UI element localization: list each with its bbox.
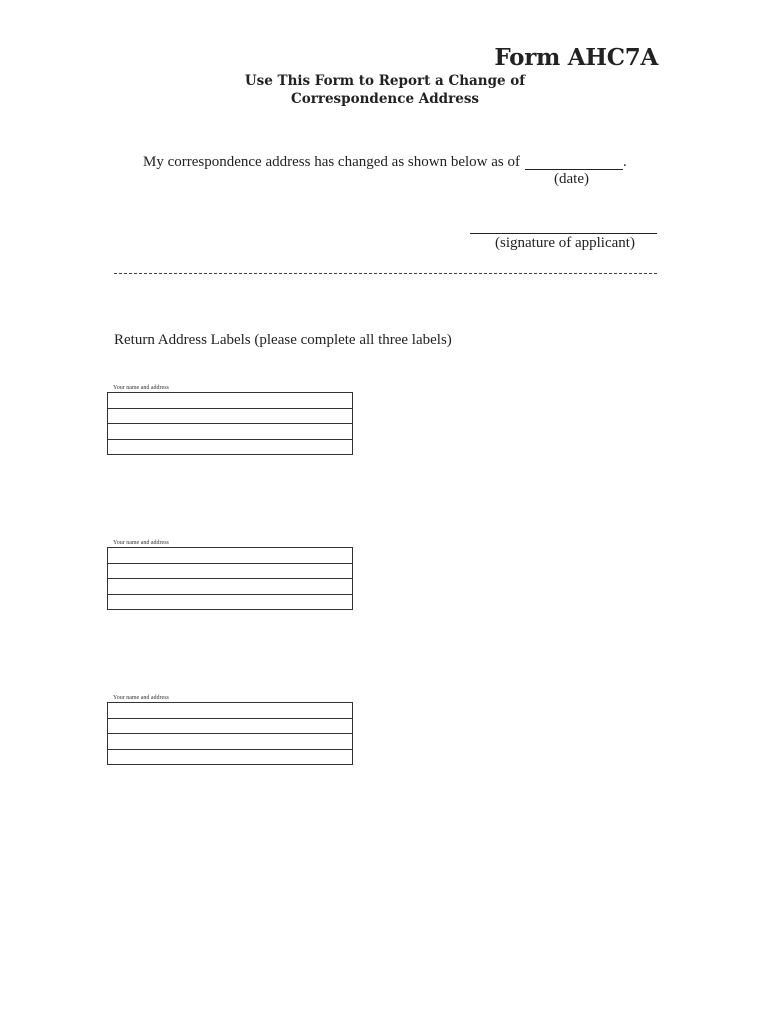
- address-label-table: [107, 392, 353, 455]
- date-caption: (date): [554, 171, 589, 187]
- address-line-field[interactable]: [108, 703, 352, 719]
- signature-field[interactable]: [470, 233, 657, 234]
- address-line-field[interactable]: [108, 424, 352, 440]
- address-line-field[interactable]: [108, 719, 352, 735]
- address-line-field[interactable]: [108, 440, 352, 455]
- form-title-line-2: Correspondence Address: [290, 91, 480, 107]
- address-line-field[interactable]: [108, 595, 352, 610]
- signature-caption: (signature of applicant): [495, 235, 635, 251]
- address-label-caption: Your name and address: [113, 385, 169, 391]
- address-label-table: [107, 702, 353, 765]
- form-id: Form AHC7A: [494, 44, 658, 71]
- address-line-field[interactable]: [108, 564, 352, 580]
- address-line-field[interactable]: [108, 393, 352, 409]
- address-label-table: [107, 547, 353, 610]
- statement-period: .: [623, 154, 627, 170]
- address-line-field[interactable]: [108, 548, 352, 564]
- address-line-field[interactable]: [108, 409, 352, 425]
- address-line-field[interactable]: [108, 579, 352, 595]
- address-line-field[interactable]: [108, 750, 352, 765]
- address-label-caption: Your name and address: [113, 695, 169, 701]
- dashed-divider: [114, 273, 657, 274]
- labels-heading: Return Address Labels (please complete all three labels): [114, 332, 452, 348]
- form-title-line-1: Use This Form to Report a Change of: [244, 73, 526, 89]
- address-label-caption: Your name and address: [113, 540, 169, 546]
- address-change-statement: My correspondence address has changed as shown below as of: [143, 154, 520, 170]
- address-line-field[interactable]: [108, 734, 352, 750]
- date-field[interactable]: [525, 169, 623, 170]
